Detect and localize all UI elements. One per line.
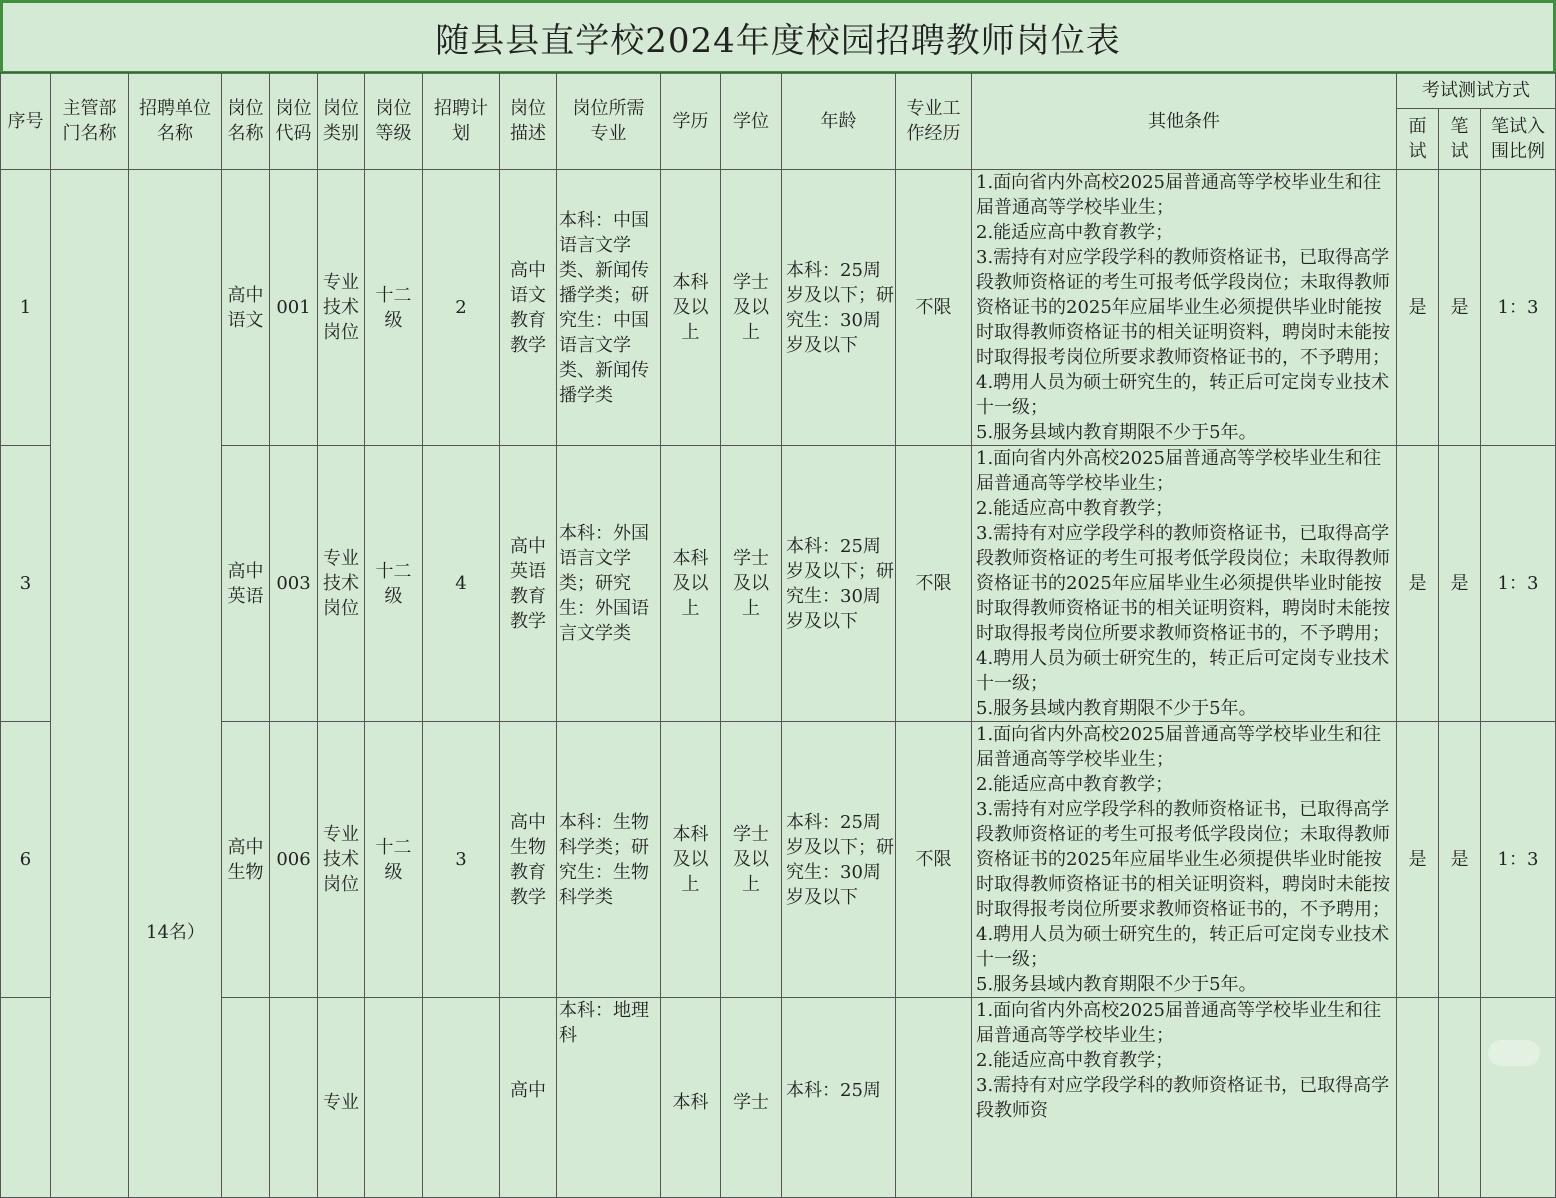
- condition-item: 2.能适应高中教育教学；: [976, 222, 1174, 243]
- age-cell: 本科：25周岁及以下；研究生：30周岁及以下: [782, 446, 896, 722]
- experience-cell: 不限: [896, 170, 972, 446]
- post-name-cell: [222, 998, 270, 1198]
- post-level-cell: 十二级: [365, 446, 423, 722]
- conditions-cell: [972, 998, 1397, 1198]
- header-other: 其他条件: [972, 73, 1397, 170]
- header-post-name: 岗位名称: [222, 73, 270, 170]
- header-dept: 主管部门名称: [51, 73, 129, 170]
- post-desc-cell: 高中英语教育教学: [500, 446, 557, 722]
- education-cell: 本科及以上: [661, 446, 721, 722]
- plan-cell: 3: [423, 722, 500, 998]
- post-type-cell: 专业技术岗位: [318, 722, 365, 998]
- header-plan: 招聘计划: [423, 73, 500, 170]
- post-level-cell: 十二级: [365, 170, 423, 446]
- post-name-cell: 高中生物: [222, 722, 270, 998]
- post-desc-cell: 高中生物教育教学: [500, 722, 557, 998]
- condition-item: 1.面向省内外高校2025届普通高等学校毕业生和往届普通高等学校毕业生；: [976, 1000, 1381, 1046]
- degree-cell: 学士及以上: [721, 722, 782, 998]
- dept-cell: [51, 170, 129, 1198]
- header-degree: 学位: [721, 73, 782, 170]
- seq-cell: [1, 998, 51, 1198]
- experience-cell: 不限: [896, 446, 972, 722]
- seq-cell: 1: [1, 170, 51, 446]
- age-cell: 本科：25周岁及以下；研究生：30周岁及以下: [782, 170, 896, 446]
- condition-item: 4.聘用人员为硕士研究生的，转正后可定岗专业技术十一级；: [976, 648, 1390, 694]
- interview-cell: 是: [1397, 446, 1439, 722]
- unit-name-fragment: 14名）: [146, 922, 205, 943]
- post-type-cell: 专业: [318, 998, 365, 1198]
- written-cell: 是: [1439, 722, 1481, 998]
- condition-item: 3.需持有对应学段学科的教师资格证书，已取得高学段教师资格证的考生可报考低学段岗位；未取得教师资格证书的2025年应届毕业生必须提供毕业时能按时取得教师资格证书的相关证明资料，聘岗时未能按时取得报考岗位所要求教师资格证书的，不予聘用；: [976, 523, 1390, 644]
- major-cell: 本科：地理科: [557, 998, 661, 1198]
- plan-cell: [423, 998, 500, 1198]
- unit-cell: [129, 170, 222, 1198]
- header-experience: 专业工作经历: [896, 73, 972, 170]
- post-level-cell: 十二级: [365, 722, 423, 998]
- degree-cell: 学士及以上: [721, 170, 782, 446]
- conditions-cell: [972, 446, 1397, 722]
- header-exam-group: 考试测试方式: [1397, 73, 1556, 109]
- age-cell: 本科：25周岁及以下；研究生：30周岁及以下: [782, 722, 896, 998]
- header-post-type: 岗位类别: [318, 73, 365, 170]
- written-cell: [1439, 998, 1481, 1198]
- recruitment-table: [0, 72, 1556, 1198]
- education-cell: 本科及以上: [661, 170, 721, 446]
- header-interview: 面试: [1397, 109, 1439, 170]
- age-cell: 本科：25周: [782, 998, 896, 1198]
- ratio-cell: 1：3: [1481, 170, 1556, 446]
- major-cell: 本科：生物科学类；研究生：生物科学类: [557, 722, 661, 998]
- major-cell: 本科：外国语言文学类；研究生：外国语言文学类: [557, 446, 661, 722]
- ratio-cell: 1：3: [1481, 722, 1556, 998]
- post-desc-cell: 高中语文教育教学: [500, 170, 557, 446]
- major-cell: 本科：中国语言文学类、新闻传播学类；研究生：中国语言文学类、新闻传播学类: [557, 170, 661, 446]
- condition-item: 3.需持有对应学段学科的教师资格证书，已取得高学段教师资格证的考生可报考低学段岗位；未取得教师资格证书的2025年应届毕业生必须提供毕业时能按时取得教师资格证书的相关证明资料，聘岗时未能按时取得报考岗位所要求教师资格证书的，不予聘用；: [976, 799, 1390, 920]
- post-code-cell: [270, 998, 318, 1198]
- condition-item: 2.能适应高中教育教学；: [976, 1050, 1174, 1071]
- post-name-cell: 高中语文: [222, 170, 270, 446]
- header-unit: 招聘单位名称: [129, 73, 222, 170]
- condition-item: 5.服务县域内教育期限不少于5年。: [976, 698, 1257, 719]
- post-code-cell: 001: [270, 170, 318, 446]
- condition-item: 3.需持有对应学段学科的教师资格证书，已取得高学段教师资: [976, 1075, 1390, 1121]
- header-post-level: 岗位等级: [365, 73, 423, 170]
- header-major: 岗位所需专业: [557, 73, 661, 170]
- post-type-cell: 专业技术岗位: [318, 170, 365, 446]
- condition-item: 1.面向省内外高校2025届普通高等学校毕业生和往届普通高等学校毕业生；: [976, 724, 1381, 770]
- condition-item: 2.能适应高中教育教学；: [976, 498, 1174, 519]
- experience-cell: 不限: [896, 722, 972, 998]
- header-written: 笔试: [1439, 109, 1481, 170]
- education-cell: 本科及以上: [661, 722, 721, 998]
- post-level-cell: [365, 998, 423, 1198]
- condition-item: 4.聘用人员为硕士研究生的，转正后可定岗专业技术十一级；: [976, 924, 1390, 970]
- table-row: [1, 446, 1556, 722]
- degree-cell: 学士: [721, 998, 782, 1198]
- condition-item: 3.需持有对应学段学科的教师资格证书，已取得高学段教师资格证的考生可报考低学段岗位；未取得教师资格证书的2025年应届毕业生必须提供毕业时能按时取得教师资格证书的相关证明资料，聘岗时未能按时取得报考岗位所要求教师资格证书的，不予聘用；: [976, 247, 1390, 368]
- condition-item: 2.能适应高中教育教学；: [976, 774, 1174, 795]
- education-cell: 本科: [661, 998, 721, 1198]
- experience-cell: [896, 998, 972, 1198]
- condition-item: 5.服务县域内教育期限不少于5年。: [976, 974, 1257, 995]
- post-name-cell: 高中英语: [222, 446, 270, 722]
- conditions-cell: [972, 722, 1397, 998]
- table-row: [1, 170, 1556, 446]
- table-title: 随县县直学校2024年度校园招聘教师岗位表: [0, 0, 1556, 74]
- post-desc-cell: 高中: [500, 998, 557, 1198]
- post-type-cell: 专业技术岗位: [318, 446, 365, 722]
- condition-item: 5.服务县域内教育期限不少于5年。: [976, 422, 1257, 443]
- ratio-cell: [1481, 998, 1556, 1198]
- condition-item: 1.面向省内外高校2025届普通高等学校毕业生和往届普通高等学校毕业生；: [976, 172, 1381, 218]
- conditions-cell: [972, 170, 1397, 446]
- condition-item: 1.面向省内外高校2025届普通高等学校毕业生和往届普通高等学校毕业生；: [976, 448, 1381, 494]
- written-cell: 是: [1439, 446, 1481, 722]
- table-row: [1, 722, 1556, 998]
- condition-item: 4.聘用人员为硕士研究生的，转正后可定岗专业技术十一级；: [976, 372, 1390, 418]
- watermark-badge: [1488, 1040, 1540, 1066]
- interview-cell: [1397, 998, 1439, 1198]
- seq-cell: 3: [1, 446, 51, 722]
- header-age: 年龄: [782, 73, 896, 170]
- seq-cell: 6: [1, 722, 51, 998]
- header-education: 学历: [661, 73, 721, 170]
- interview-cell: 是: [1397, 170, 1439, 446]
- table-row: [1, 998, 1556, 1198]
- written-cell: 是: [1439, 170, 1481, 446]
- ratio-cell: 1：3: [1481, 446, 1556, 722]
- header-post-desc: 岗位描述: [500, 73, 557, 170]
- header-seq: 序号: [1, 73, 51, 170]
- post-code-cell: 003: [270, 446, 318, 722]
- interview-cell: 是: [1397, 722, 1439, 998]
- header-post-code: 岗位代码: [270, 73, 318, 170]
- header-ratio: 笔试入围比例: [1481, 109, 1556, 170]
- plan-cell: 2: [423, 170, 500, 446]
- plan-cell: 4: [423, 446, 500, 722]
- post-code-cell: 006: [270, 722, 318, 998]
- degree-cell: 学士及以上: [721, 446, 782, 722]
